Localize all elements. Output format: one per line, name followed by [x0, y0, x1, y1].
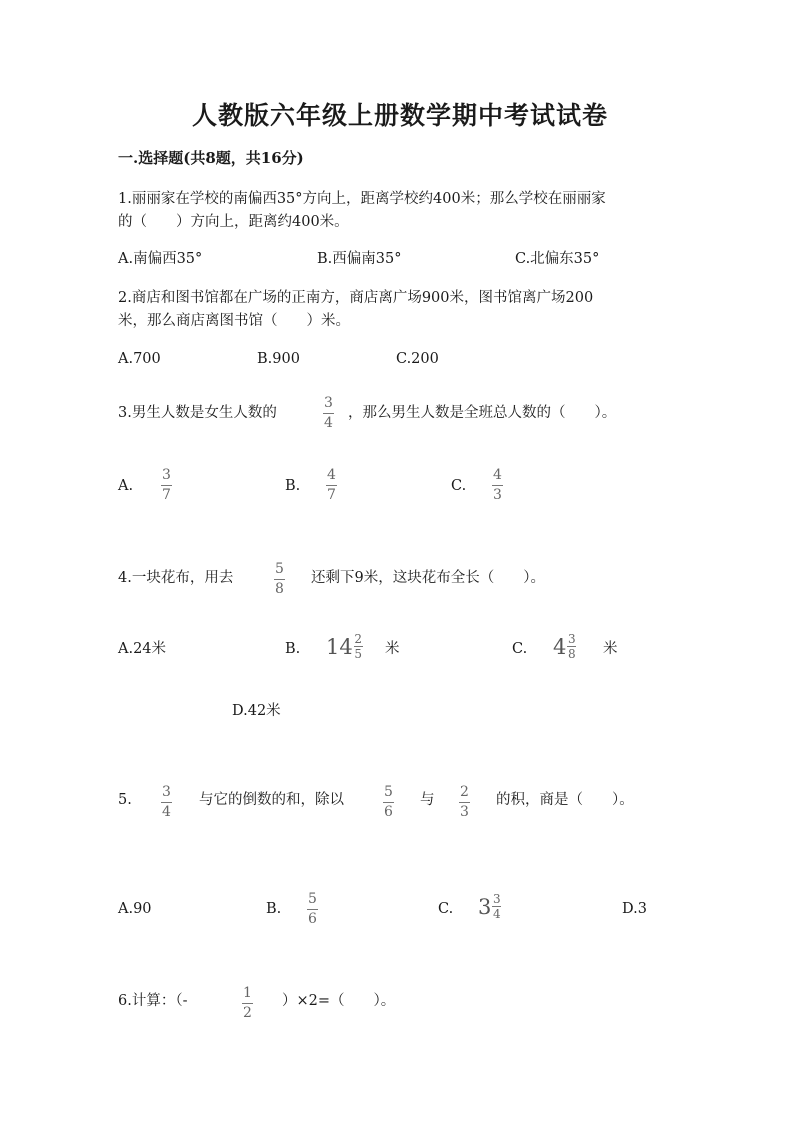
q5-fraction-2 [383, 785, 394, 820]
q1-line1: 1.丽丽家在学校的南偏西35°方向上，距离学校约400米；那么学校在丽丽家 [118, 191, 606, 207]
q5-fraction-3 [459, 785, 470, 820]
fraction-numerator: 3 [493, 892, 501, 906]
q4-text-post: 还剩下9米，这块花布全长（ ）。 [311, 570, 545, 586]
q6-text-pre: 6.计算：（- [118, 993, 188, 1009]
q3-fraction [323, 396, 334, 431]
fraction-denominator: 7 [162, 487, 171, 503]
mixed-whole: 4 [553, 634, 567, 659]
q3-option-b-fraction [326, 468, 337, 503]
q3-text-post: ，那么男生人数是全班总人数的（ ）。 [348, 405, 617, 421]
q2-option-c: C.200 [396, 351, 439, 367]
fraction-bar [326, 485, 337, 486]
q5-option-b-label: B. [266, 901, 282, 917]
q3-option-a-label: A. [118, 478, 134, 494]
q3-option-a-fraction [161, 468, 172, 503]
fraction-bar [161, 485, 172, 486]
q5-option-b-fraction [307, 892, 318, 927]
q2-option-a: A.700 [118, 351, 161, 367]
fraction-denominator: 5 [354, 647, 363, 661]
mixed-fraction [354, 633, 363, 660]
fraction-denominator: 3 [493, 487, 502, 503]
fraction-numerator: 4 [493, 467, 502, 483]
q4-option-b-mixed-number [326, 633, 363, 660]
fraction-numerator: 3 [162, 784, 171, 800]
q5-text-3: 的积，商是（ ）。 [496, 792, 634, 808]
q5-option-a: A.90 [118, 901, 152, 917]
fraction-numerator: 1 [243, 985, 252, 1001]
mixed-fraction [567, 633, 576, 660]
fraction-bar [307, 909, 318, 910]
fraction-bar [492, 485, 503, 486]
page-title: 人教版六年级上册数学期中考试试卷 [191, 101, 608, 130]
q4-option-d: D.42米 [232, 703, 281, 719]
fraction-bar [383, 802, 394, 803]
fraction-denominator: 6 [308, 911, 317, 927]
q5-option-d: D.3 [622, 901, 647, 917]
fraction-bar [274, 579, 285, 580]
q4-option-b-label: B. [285, 641, 301, 657]
q1-line2: 的（ ）方向上，距离约400米。 [118, 214, 349, 230]
q6-fraction [242, 986, 253, 1021]
fraction-numerator: 3 [324, 395, 333, 411]
q1-option-a: A.南偏西35° [118, 251, 203, 267]
q2-line1: 2.商店和图书馆都在广场的正南方，商店离广场900米，图书馆离广场200 [118, 290, 594, 306]
q2-option-b: B.900 [257, 351, 300, 367]
mixed-whole: 3 [478, 894, 492, 919]
fraction-bar [459, 802, 470, 803]
q4-text-pre: 4.一块花布，用去 [118, 570, 234, 586]
fraction-denominator: 7 [327, 487, 336, 503]
fraction-bar [323, 413, 334, 414]
q5-text-2: 与 [420, 792, 435, 808]
section-heading: 一.选择题(共8题，共16分) [118, 149, 304, 167]
fraction-numerator: 5 [308, 891, 317, 907]
q3-option-b-label: B. [285, 478, 301, 494]
fraction-denominator: 4 [324, 415, 333, 431]
fraction-numerator: 3 [162, 467, 171, 483]
mixed-whole: 14 [326, 634, 353, 659]
q3-text-pre: 3.男生人数是女生人数的 [118, 405, 277, 421]
fraction-numerator: 5 [275, 561, 284, 577]
fraction-denominator: 3 [460, 804, 469, 820]
fraction-numerator: 5 [384, 784, 393, 800]
fraction-denominator: 8 [568, 647, 576, 661]
fraction-denominator: 8 [275, 581, 284, 597]
q5-option-c-label: C. [438, 901, 454, 917]
q6-text-post: ）×2=（ ）。 [282, 993, 396, 1009]
q4-option-a: A.24米 [118, 641, 167, 657]
q4-fraction [274, 562, 285, 597]
q5-text-1: 与它的倒数的和，除以 [199, 792, 344, 808]
fraction-bar [242, 1003, 253, 1004]
q5-fraction-1 [161, 785, 172, 820]
q4-option-b-unit: 米 [385, 641, 400, 657]
fraction-bar [161, 802, 172, 803]
fraction-denominator: 4 [162, 804, 171, 820]
q4-option-c-label: C. [512, 641, 528, 657]
fraction-denominator: 6 [384, 804, 393, 820]
fraction-numerator: 2 [460, 784, 469, 800]
fraction-numerator: 4 [327, 467, 336, 483]
fraction-denominator: 4 [493, 907, 501, 921]
fraction-denominator: 2 [243, 1005, 252, 1021]
fraction-numerator: 3 [568, 632, 576, 646]
q1-option-c: C.北偏东35° [515, 251, 600, 267]
q2-line2: 米，那么商店离图书馆（ ）米。 [118, 313, 350, 329]
fraction-numerator: 2 [354, 632, 363, 646]
q5-option-c-mixed-number [478, 893, 501, 920]
q3-option-c-fraction [492, 468, 503, 503]
mixed-fraction [492, 893, 501, 920]
q4-option-c-mixed-number [553, 633, 576, 660]
q1-option-b: B.西偏南35° [317, 251, 402, 267]
q4-option-c-unit: 米 [603, 641, 618, 657]
q5-number: 5. [118, 792, 132, 808]
q3-option-c-label: C. [451, 478, 467, 494]
